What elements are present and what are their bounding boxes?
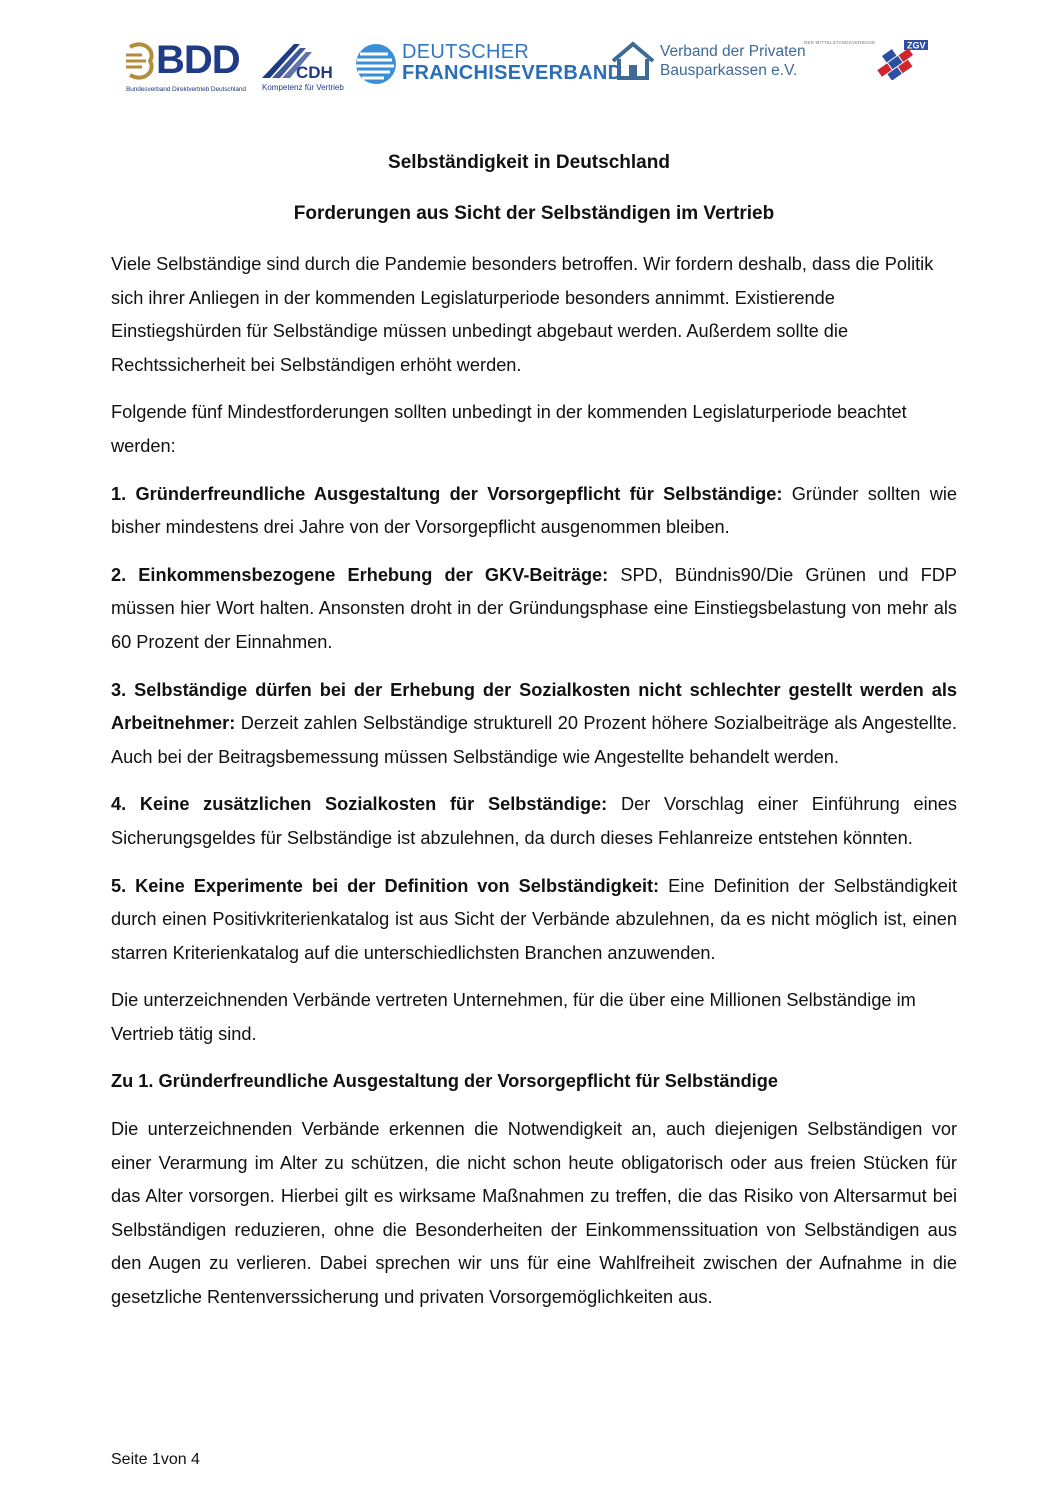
demand-5-title: 5. Keine Experimente bei der Definition von Selbständigkeit: (111, 875, 660, 896)
demand-3-text: Derzeit zahlen Selbständige strukturell 20 Prozent höhere Sozialbeiträge als Angestellte. Auch bei der Beitragsbemessung müssen Selbständige wie Angestellte behandelt werden. (111, 713, 957, 767)
zgv-logo (804, 38, 932, 100)
intro-paragraph: Viele Selbständige sind durch die Pandemie besonders betroffen. Wir fordern deshalb, dass die Politik sich ihrer Anliegen in der kommenden Legislaturperiode besonders annimmt. Existierende Einstiegshürden für Selbständige müssen unbedingt abgebaut werden. Außerdem sollte die Rechtssicherheit bei Selbständigen erhöht werden. (111, 254, 934, 375)
demand-2 (111, 559, 957, 660)
franchise-globe-icon (354, 42, 398, 86)
document-title: Selbständigkeit in Deutschland (388, 152, 670, 173)
page-number: Seite 1von 4 (111, 1451, 200, 1468)
demand-5 (111, 870, 957, 971)
cdh-logo (260, 38, 352, 100)
demand-2-title: 2. Einkommensbezogene Erhebung der GKV-Beiträge: (111, 564, 609, 585)
lead-paragraph: Folgende fünf Mindestforderungen sollten unbedingt in der kommenden Legislaturperiode beachtet werden: (111, 402, 907, 456)
cdh-emblem-icon (260, 40, 348, 80)
franchiseverband-logo (354, 38, 623, 100)
demand-2-text: SPD, Bündnis90/Die Grünen und FDP müssen hier Wort halten. Ansonsten droht in der Gründungsphase eine Einstiegsbelastung von mehr als 60 Prozent der Einnahmen. (111, 564, 957, 652)
bausparkassen-line1: Verband der Privaten (660, 43, 806, 60)
bdd-logo (120, 38, 252, 100)
closing-paragraph: Die unterzeichnenden Verbände vertreten Unternehmen, für die über eine Millionen Selbständige im Vertrieb tätig sind. (111, 990, 916, 1044)
demand-4-text: Der Vorschlag einer Einführung eines Sicherungsgeldes für Selbständige ist abzulehnen, da durch dieses Fehlanreize entstehen könnten. (111, 794, 957, 848)
bdd-subtitle: Bundesverband Direktvertrieb Deutschland (126, 86, 246, 93)
house-icon (610, 41, 656, 81)
demand-5-text: Eine Definition der Selbständigkeit durch einen Positivkriterienkatalog ist aus Sicht der Verbände abzulehnen, da es nicht möglich ist, einen starren Kriterienkatalog auf die unterschiedlichsten Branchen anzuwenden. (111, 875, 957, 963)
zgv-emblem-icon (870, 40, 928, 80)
bausparkassen-line2: Bausparkassen e.V. (660, 62, 798, 79)
document-body (111, 248, 957, 1329)
demand-4 (111, 788, 957, 855)
logo-header (120, 38, 940, 100)
demand-4-title: 4. Keine zusätzlichen Sozialkosten für Selbständige: (111, 794, 608, 815)
bdd-name: BDD (156, 38, 240, 82)
section-1-paragraph: Die unterzeichnenden Verbände erkennen die Notwendigkeit an, auch diejenigen Selbständigen vor einer Verarmung im Alter zu schützen, die nicht schon heute obligatorisch oder aus freien Stücken für das Alter vorsorgen. Hierbei gilt es wirksame Maßnahmen zu treffen, die das Risiko von Altersarmut bei Selbständigen reduzieren, ohne die Besonderheiten der Einkommenssituation von Selbständigen aus den Augen zu verlieren. Dabei sprechen wir uns für eine Wahlfreiheit zwischen der Aufnahme in die gesetzliche Rentenverssicherung und privaten Vorsorgemöglichkeiten aus. (111, 1119, 957, 1308)
svg-text:ZGV: ZGV (907, 40, 926, 51)
demand-1-title: 1. Gründerfreundliche Ausgestaltung der Vorsorgepflicht für Selbständige: (111, 483, 783, 504)
cdh-subtitle: Kompetenz für Vertrieb (262, 83, 344, 92)
svg-text:CDH: CDH (296, 63, 333, 80)
franchise-line2: FRANCHISEVERBAND (402, 62, 623, 84)
franchise-line1: DEUTSCHER (402, 41, 530, 63)
demand-1-text: Gründer sollten wie bisher mindestens drei Jahre von der Vorsorgepflicht ausgenommen bleiben. (111, 483, 957, 538)
bausparkassen-logo (610, 38, 806, 100)
bdd-emblem-icon (122, 41, 156, 81)
demand-3-title: 3. Selbständige dürfen bei der Erhebung der Sozialkosten nicht schlechter gestellt werden als Arbeitnehmer: (111, 679, 957, 734)
document-subtitle: Forderungen aus Sicht der Selbständigen im Vertrieb (293, 203, 775, 224)
zgv-subtitle: DER MITTELSTANDSVERBUND (804, 40, 876, 45)
demand-3 (111, 674, 957, 775)
section-1-heading: Zu 1. Gründerfreundliche Ausgestaltung der Vorsorgepflicht für Selbständige (111, 1071, 778, 1092)
demand-1 (111, 478, 957, 545)
